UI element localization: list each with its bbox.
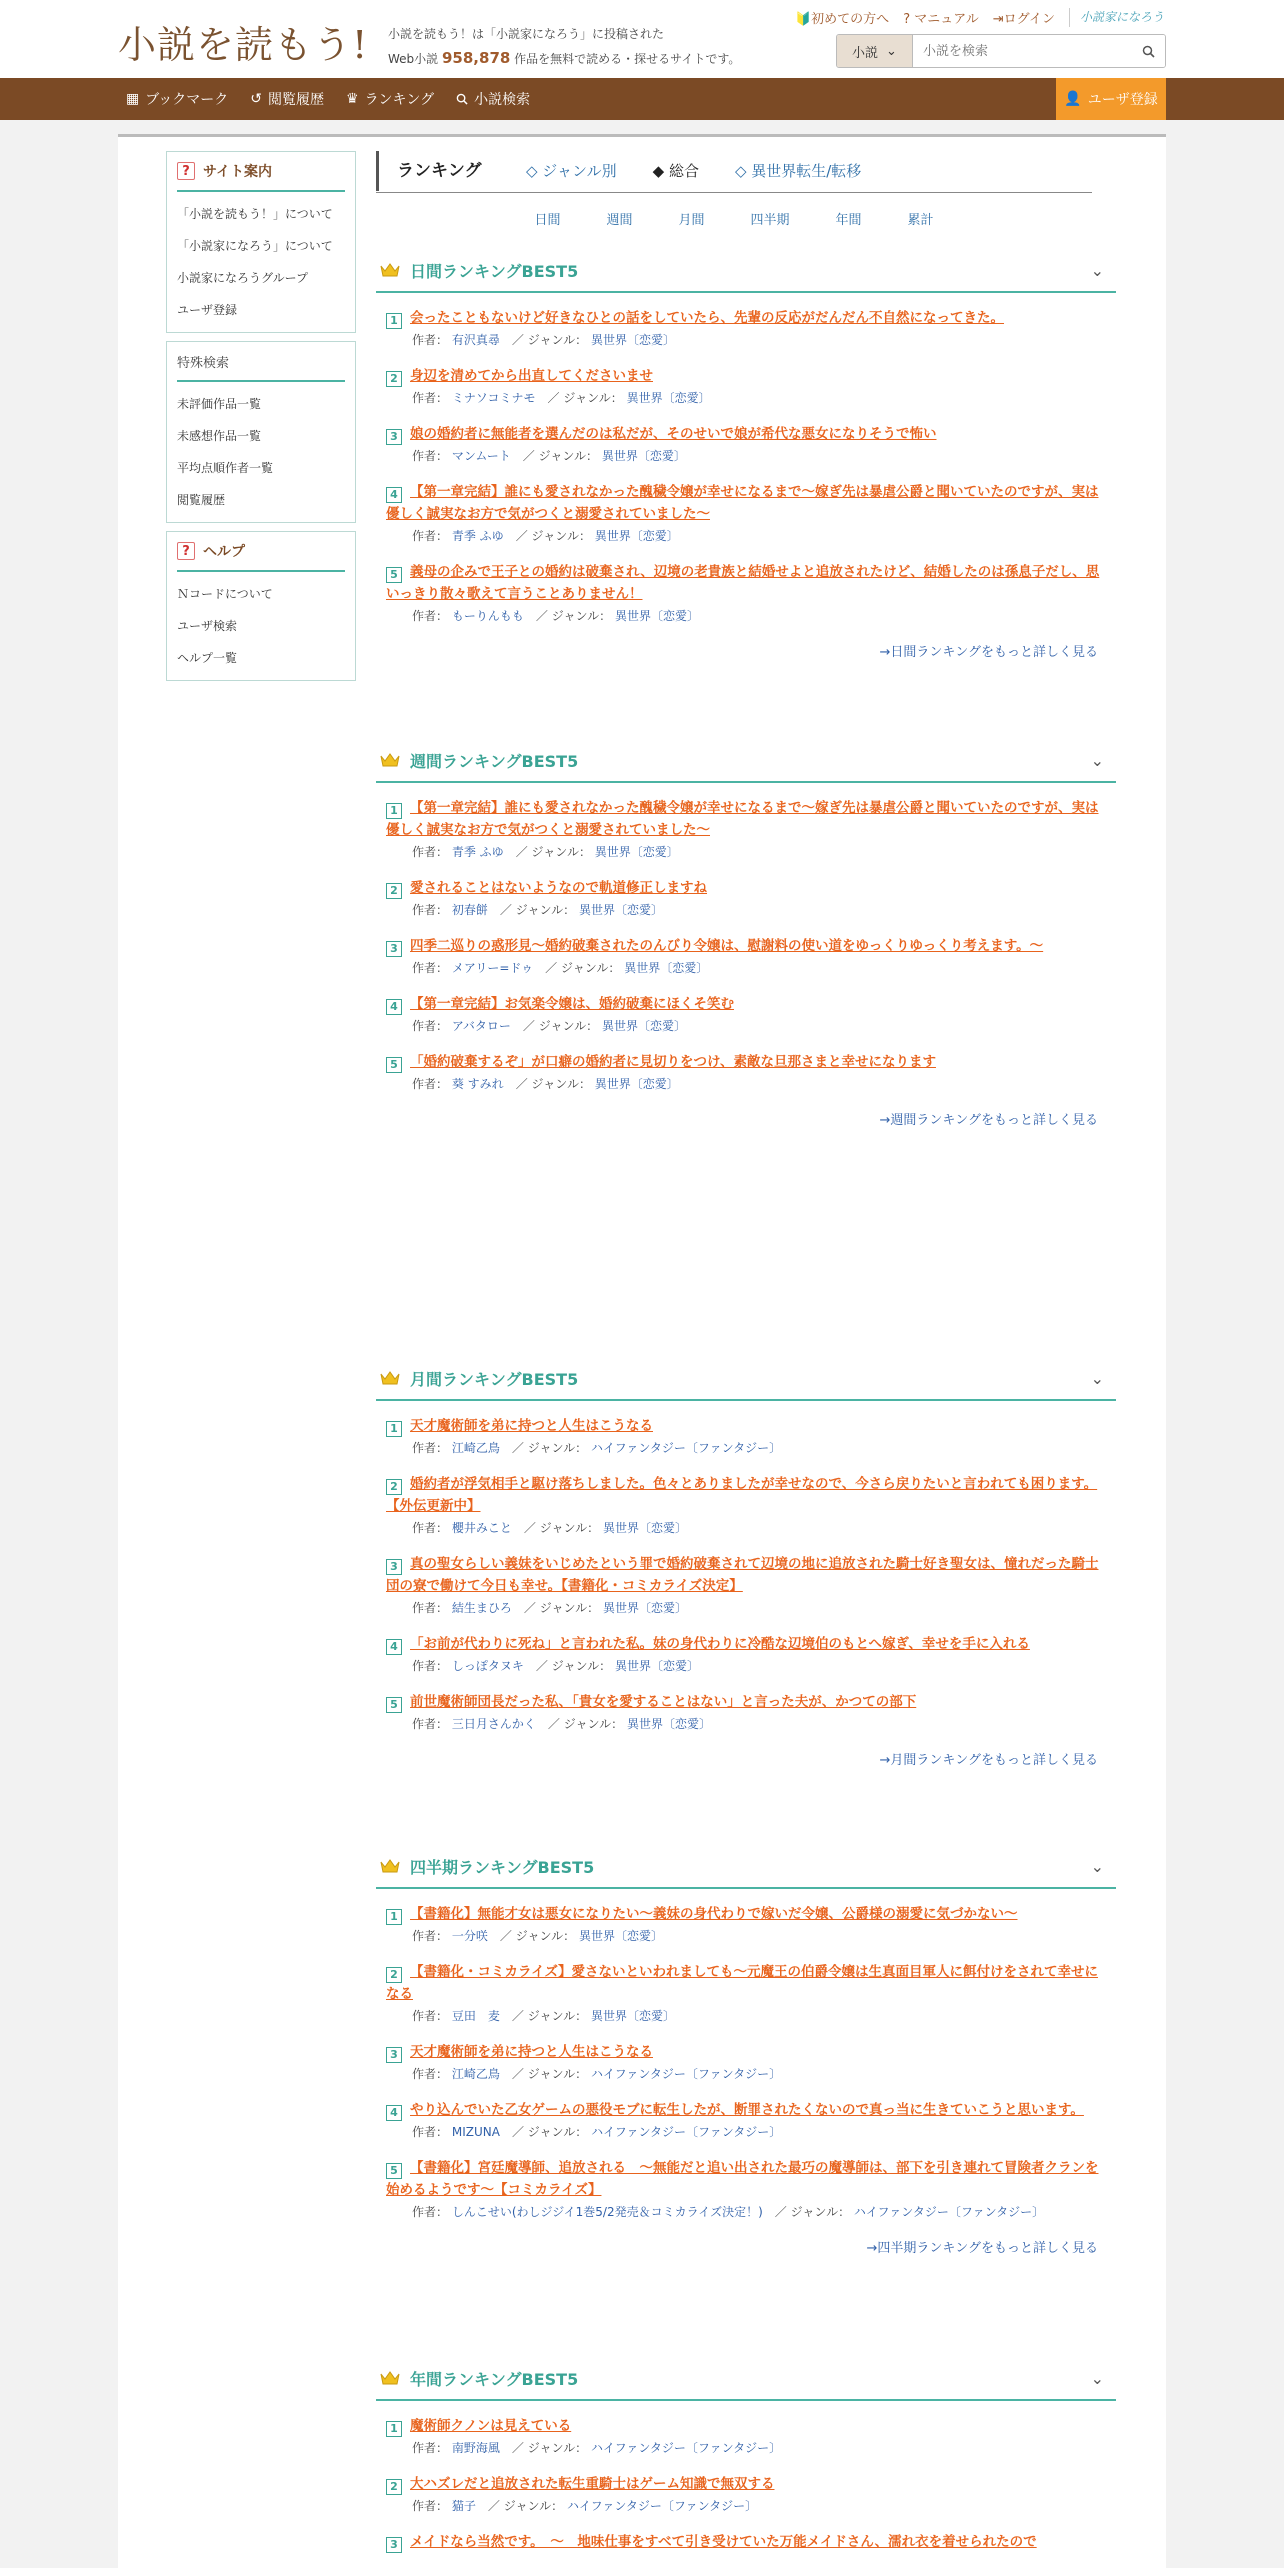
genre-label: ／ ジャンル： <box>522 449 599 463</box>
genre-link[interactable]: 異世界〔恋愛〕 <box>578 903 663 917</box>
genre-label: ／ ジャンル： <box>511 333 588 347</box>
login-link[interactable] <box>993 8 1055 27</box>
question-circle-icon: ? <box>903 12 911 27</box>
novel-meta <box>386 2005 1104 2027</box>
section-title-text: 四半期ランキングBEST5 <box>410 1857 595 1877</box>
author-link[interactable]: 結生まひろ <box>451 1601 512 1615</box>
rank-badge: 3 <box>386 429 402 445</box>
genre-label: ／ ジャンル： <box>511 2067 588 2081</box>
nav-ranking[interactable] <box>346 89 434 109</box>
ranking-entry <box>386 423 1104 467</box>
section-title-text: 週間ランキングBEST5 <box>410 751 579 771</box>
author-label: 作者： <box>412 2125 449 2139</box>
site-guide-title <box>177 152 345 192</box>
sidebar-item-unrated[interactable]: 未評価作品一覧 <box>177 397 262 411</box>
genre-link[interactable]: 異世界〔恋愛〕 <box>602 1521 687 1535</box>
sidebar-item-avg-score[interactable]: 平均点順作者一覧 <box>177 461 274 475</box>
manual-link[interactable] <box>903 8 979 27</box>
author-label: 作者： <box>412 1521 449 1535</box>
ranking-section-yearly <box>376 2357 1116 2567</box>
genre-link[interactable]: 異世界〔恋愛〕 <box>594 1077 679 1091</box>
section-title-text: 日間ランキングBEST5 <box>410 261 579 281</box>
rank-badge: 3 <box>386 1559 402 1575</box>
manual-label: マニュアル <box>914 12 979 27</box>
help-title-text: ヘルプ <box>203 544 245 560</box>
genre-link[interactable]: ハイファンタジー〔ファンタジー〕 <box>590 1441 782 1455</box>
novel-meta <box>386 1517 1104 1539</box>
author-link[interactable]: 葵 すみれ <box>451 1077 504 1091</box>
novel-title-link[interactable]: 天才魔術師を弟に持つと人生はこうなる <box>410 1418 653 1434</box>
chevron-down-icon[interactable]: ⌄ <box>1090 1856 1104 1876</box>
genre-label: ／ ジャンル： <box>523 1601 600 1615</box>
question-icon: ? <box>177 542 195 560</box>
author-label: 作者： <box>412 391 449 405</box>
sidebar-item-about-yomou[interactable]: 「小説を読もう！」について <box>177 207 333 221</box>
bookmark-list-icon: ▦ <box>126 91 140 107</box>
chevron-down-icon[interactable]: ⌄ <box>1090 260 1104 280</box>
rank-badge: 4 <box>386 487 402 503</box>
author-link[interactable]: 一分咲 <box>451 1929 488 1943</box>
ranking-section-quarterly <box>376 1845 1116 2256</box>
tagline-line2 <box>388 46 740 71</box>
rank-badge: 2 <box>386 371 402 387</box>
author-link[interactable]: メアリー=ドゥ <box>451 961 534 975</box>
more-ranking-link[interactable]: →月間ランキングをもっと詳しく見る <box>879 1753 1098 1768</box>
ranking-tabs <box>376 149 1092 193</box>
novel-meta <box>386 2437 1104 2459</box>
novel-title-link[interactable]: 天才魔術師を弟に持つと人生はこうなる <box>410 2044 653 2060</box>
genre-label: ／ ジャンル： <box>511 2441 588 2455</box>
period-tabs <box>376 209 1092 228</box>
ranking-section-daily <box>376 249 1116 660</box>
ranking-entry <box>386 1691 1104 1735</box>
crown-icon <box>380 1858 400 1874</box>
genre-label: ／ ジャンル： <box>515 529 591 543</box>
genre-label: ／ ジャンル： <box>523 1521 600 1535</box>
genre-link[interactable]: 異世界〔恋愛〕 <box>602 1601 687 1615</box>
section-header[interactable] <box>376 739 1116 783</box>
user-icon: 👤 <box>1064 91 1082 107</box>
novel-title-link[interactable]: 娘の婚約者に無能者を選んだのは私だが、そのせいで娘が希代な悪女になりそうで怖い <box>410 426 937 442</box>
genre-label: ／ ジャンル： <box>545 961 621 975</box>
search-input[interactable] <box>913 35 1131 67</box>
genre-label: ／ ジャンル： <box>547 1717 624 1731</box>
period-quarterly[interactable]: 四半期 <box>750 213 790 228</box>
crown-icon: ♛ <box>346 91 359 107</box>
section-title <box>380 1855 594 1878</box>
nav-history-label: 閲覧履歴 <box>268 92 324 108</box>
rank-badge: 3 <box>386 2537 402 2553</box>
novel-title-link[interactable]: 【書籍化】宮廷魔導師、追放される ～無能だと追い出された最巧の魔導師は、部下を引き連れて冒険者クランを始めるようです～【コミカライズ】 <box>386 2160 1099 2198</box>
special-search-title: 特殊検索 <box>177 342 345 382</box>
rank-badge: 4 <box>386 999 402 1015</box>
sidebar-item-user-search[interactable]: ユーザ検索 <box>177 619 238 633</box>
ranking-entry <box>386 2157 1104 2223</box>
section-title <box>380 1367 578 1390</box>
novel-meta <box>386 899 1104 921</box>
rank-badge: 1 <box>386 2421 402 2437</box>
main-content <box>118 134 1166 2568</box>
novel-meta <box>386 1073 1104 1095</box>
ranking-entry <box>386 797 1104 863</box>
genre-link[interactable]: ハイファンタジー〔ファンタジー〕 <box>590 2441 782 2455</box>
author-label: 作者： <box>412 961 449 975</box>
rank-badge: 1 <box>386 1421 402 1437</box>
novel-meta <box>386 957 1104 979</box>
section-title <box>380 2367 578 2390</box>
novel-meta <box>386 329 1104 351</box>
author-label: 作者： <box>412 529 449 543</box>
rank-badge: 2 <box>386 2479 402 2495</box>
author-label: 作者： <box>412 1717 449 1731</box>
author-label: 作者： <box>412 2009 449 2023</box>
author-link[interactable]: しんこせい(わしジジイ1巻5/2発売＆コミカライズ決定！) <box>451 2205 763 2219</box>
top-links <box>795 8 1164 27</box>
site-logo[interactable]: 小説を読もう! <box>118 23 369 67</box>
search-type-value: 小説 <box>852 45 879 61</box>
sidebar-item-no-comments[interactable]: 未感想作品一覧 <box>177 429 262 443</box>
author-label: 作者： <box>412 2499 449 2513</box>
page-title: ランキング <box>376 151 526 191</box>
genre-link[interactable]: ハイファンタジー〔ファンタジー〕 <box>566 2499 758 2513</box>
novel-meta <box>386 1713 1104 1735</box>
chevron-down-icon[interactable]: ⌄ <box>1090 750 1104 770</box>
nav-search[interactable] <box>456 89 530 109</box>
rank-badge: 1 <box>386 1909 402 1925</box>
ranking-entry <box>386 1633 1104 1677</box>
novel-meta <box>386 1437 1104 1459</box>
author-label: 作者： <box>412 1659 449 1673</box>
genre-link[interactable]: 異世界〔恋愛〕 <box>578 1929 663 1943</box>
ranking-entry <box>386 1051 1104 1095</box>
novel-meta <box>386 1655 1104 1677</box>
genre-link[interactable]: 異世界〔恋愛〕 <box>590 333 675 347</box>
author-link[interactable]: しっぽタヌキ <box>451 1659 524 1673</box>
author-label: 作者： <box>412 1929 449 1943</box>
section-header[interactable] <box>376 249 1116 293</box>
novel-title-link[interactable]: 四季二巡りの惑形見〜婚約破棄されたのんびり令嬢は、慰謝料の使い道をゆっくりゆっくり考えます。〜 <box>410 938 1044 954</box>
genre-label: ／ ジャンル： <box>511 1441 588 1455</box>
author-link[interactable]: アバタロー <box>451 1019 511 1033</box>
genre-label: ／ ジャンル： <box>522 1019 599 1033</box>
rank-badge: 5 <box>386 2163 402 2179</box>
sidebar-site-guide <box>166 151 356 333</box>
author-label: 作者： <box>412 609 449 623</box>
rank-badge: 3 <box>386 941 402 957</box>
sidebar-item-history[interactable]: 閲覧履歴 <box>177 493 226 507</box>
author-link[interactable]: 青季 ふゆ <box>451 845 504 859</box>
nav-bookmark-label: ブックマーク <box>145 92 229 108</box>
ranking-entry <box>386 2099 1104 2143</box>
nav-history[interactable] <box>250 89 324 109</box>
ranking-entry <box>386 307 1104 351</box>
genre-label: ／ ジャンル： <box>547 391 623 405</box>
narou-brand-link[interactable]: 小説家になろう <box>1069 8 1164 27</box>
novel-title-link[interactable]: 魔術師クノンは見えている <box>410 2418 572 2434</box>
section-title-text: 月間ランキングBEST5 <box>410 1369 579 1389</box>
more-ranking-link[interactable]: →四半期ランキングをもっと詳しく見る <box>866 2241 1098 2256</box>
novel-title-link[interactable]: 義母の企みで王子との婚約は破棄され、辺境の老貴族と結婚せよと追放されたけど、結婚したのは孫息子だし、思いっきり散々歌えて言うことありません！ <box>386 564 1100 602</box>
help-title <box>177 532 345 572</box>
genre-link[interactable]: 異世界〔恋愛〕 <box>590 2009 675 2023</box>
novel-meta <box>386 387 1104 409</box>
novel-title-link[interactable]: 【書籍化】無能才女は悪女になりたい～義妹の身代わりで嫁いだ令嬢、公爵様の溺愛に気づかない～ <box>410 1906 1018 1922</box>
search-icon <box>456 93 468 105</box>
author-link[interactable]: 櫻井みこと <box>451 1521 512 1535</box>
novel-title-link[interactable]: 愛されることはないようなので軌道修正しますね <box>410 880 707 896</box>
novel-meta <box>386 2063 1104 2085</box>
question-icon: ? <box>177 162 195 180</box>
novel-meta <box>386 1925 1104 1947</box>
period-yearly[interactable]: 年間 <box>835 213 862 228</box>
rank-badge: 3 <box>386 2047 402 2063</box>
ranking-entry <box>386 877 1104 921</box>
section-header[interactable] <box>376 1357 1116 1401</box>
genre-label: ／ ジャンル： <box>511 2009 588 2023</box>
genre-label: ／ ジャンル： <box>515 1077 591 1091</box>
tab-genre[interactable]: ◇ ジャンル別 <box>526 162 617 180</box>
genre-link[interactable]: 異世界〔恋愛〕 <box>614 609 699 623</box>
tab-overall[interactable]: ◆ 総合 <box>652 162 699 180</box>
ranking-entry <box>386 561 1104 627</box>
period-monthly[interactable]: 月間 <box>678 213 705 228</box>
author-label: 作者： <box>412 2205 449 2219</box>
author-label: 作者： <box>412 1601 449 1615</box>
nav-search-label: 小説検索 <box>474 92 531 108</box>
author-link[interactable]: ミナソコミナモ <box>451 391 536 405</box>
genre-link[interactable]: 異世界〔恋愛〕 <box>601 449 686 463</box>
novel-meta <box>386 445 1104 467</box>
ranking-entry <box>386 1553 1104 1619</box>
author-label: 作者： <box>412 1441 449 1455</box>
ranking-entry <box>386 2473 1104 2517</box>
beginner-icon: 🔰 <box>794 12 812 27</box>
rank-badge: 1 <box>386 313 402 329</box>
genre-link[interactable]: 異世界〔恋愛〕 <box>626 391 711 405</box>
author-link[interactable]: もーりんもも <box>451 609 524 623</box>
search-type-select[interactable] <box>837 35 913 67</box>
sidebar-item-help-list[interactable]: ヘルプ一覧 <box>177 651 238 665</box>
site-header <box>0 0 1284 78</box>
ranking-entry <box>386 481 1104 547</box>
genre-link[interactable]: 異世界〔恋愛〕 <box>594 845 679 859</box>
period-weekly[interactable]: 週間 <box>606 213 633 228</box>
novel-meta <box>386 2201 1104 2223</box>
period-total[interactable]: 累計 <box>907 213 934 228</box>
author-link[interactable]: マンムート <box>451 449 511 463</box>
genre-link[interactable]: ハイファンタジー〔ファンタジー〕 <box>591 2125 782 2139</box>
crown-icon <box>380 1370 400 1386</box>
period-daily[interactable]: 日間 <box>534 213 561 228</box>
ranking-entry <box>386 1903 1104 1947</box>
ranking-section-monthly <box>376 1357 1116 1768</box>
author-link[interactable]: 青季 ふゆ <box>451 529 504 543</box>
ranking-entry <box>386 935 1104 979</box>
author-link[interactable]: 初春餅 <box>451 903 488 917</box>
author-link[interactable]: 三日月さんかく <box>451 1717 536 1731</box>
more-ranking-link[interactable]: →日間ランキングをもっと詳しく見る <box>879 645 1098 660</box>
novel-title-link[interactable]: 「婚約破棄するぞ」が口癖の婚約者に見切りをつけ、素敵な旦那さまと幸せになります <box>410 1054 936 1070</box>
ranking-entry <box>386 2041 1104 2085</box>
novel-meta <box>386 2121 1104 2143</box>
author-link[interactable]: 江崎乙鳥 <box>451 2067 500 2081</box>
crown-icon <box>380 262 400 278</box>
ranking-entry <box>386 1415 1104 1459</box>
rank-badge: 4 <box>386 1639 402 1655</box>
author-link[interactable]: 有沢真尋 <box>451 333 500 347</box>
novel-meta <box>386 1015 1104 1037</box>
novel-title-link[interactable]: 【第一章完結】誰にも愛されなかった醜穢令嬢が幸せになるまで〜嫁ぎ先は暴虐公爵と聞いていたのですが、実は優しく誠実なお方で気がつくと溺愛されていました〜 <box>386 800 1099 838</box>
crown-icon <box>380 2370 400 2386</box>
genre-label: ／ ジャンル： <box>535 609 612 623</box>
rank-badge: 2 <box>386 1967 402 1983</box>
genre-link[interactable]: 異世界〔恋愛〕 <box>624 961 709 975</box>
genre-link[interactable]: 異世界〔恋愛〕 <box>614 1659 699 1673</box>
sidebar-item-group[interactable]: 小説家になろうグループ <box>177 271 309 285</box>
ranking-entry <box>386 1473 1104 1539</box>
rank-badge: 5 <box>386 1057 402 1073</box>
author-label: 作者： <box>412 2067 449 2081</box>
genre-label: ／ ジャンル： <box>774 2205 851 2219</box>
novel-title-link[interactable]: 身辺を清めてから出直してくださいませ <box>410 368 653 384</box>
genre-label: ／ ジャンル： <box>515 845 591 859</box>
rank-badge: 4 <box>386 2105 402 2121</box>
genre-link[interactable]: 異世界〔恋愛〕 <box>626 1717 711 1731</box>
novel-meta <box>386 525 1104 547</box>
author-link[interactable]: MIZUNA <box>451 2125 500 2139</box>
first-time-label: 初めての方へ <box>811 12 890 27</box>
sidebar-item-about-narou[interactable]: 「小説家になろう」について <box>177 239 333 253</box>
login-label: ログイン <box>1003 12 1055 27</box>
genre-link[interactable]: ハイファンタジー〔ファンタジー〕 <box>590 2067 782 2081</box>
author-label: 作者： <box>412 903 449 917</box>
sidebar-item-ncode[interactable]: Ｎコードについて <box>177 587 273 601</box>
chevron-down-icon[interactable]: ⌄ <box>1090 2368 1104 2388</box>
ranking-entry <box>386 2415 1104 2459</box>
sidebar-item-register[interactable]: ユーザ登録 <box>177 303 238 317</box>
section-title <box>380 749 578 772</box>
ranking-entry <box>386 365 1104 409</box>
site-tagline <box>388 22 740 71</box>
tagline-suffix: 作品を無料で読める・探せるサイトです。 <box>514 52 741 66</box>
rank-badge: 5 <box>386 1697 402 1713</box>
novel-title-link[interactable]: 「お前が代わりに死ね」と言われた私。妹の身代わりに冷酷な辺境伯のもとへ嫁ぎ、幸せを手に入れる <box>410 1636 1030 1652</box>
genre-label: ／ ジャンル： <box>499 903 576 917</box>
novel-title-link[interactable]: 前世魔術師団長だった私、「貴女を愛することはない」と言った夫が、かつての部下 <box>410 1694 917 1710</box>
genre-link[interactable]: 異世界〔恋愛〕 <box>602 1019 687 1033</box>
novel-meta <box>386 841 1104 863</box>
work-count: 958,878 <box>442 49 511 67</box>
history-icon: ↺ <box>250 91 262 107</box>
author-label: 作者： <box>412 333 449 347</box>
author-label: 作者： <box>412 845 449 859</box>
genre-label: ／ ジャンル： <box>511 2125 588 2139</box>
novel-title-link[interactable]: 大ハズレだと追放された転生重騎士はゲーム知識で無双する <box>410 2476 775 2492</box>
author-label: 作者： <box>412 1019 449 1033</box>
first-time-link[interactable] <box>795 8 889 27</box>
login-icon: ⇥ <box>992 12 1004 27</box>
rank-badge: 5 <box>386 567 402 583</box>
section-title-text: 年間ランキングBEST5 <box>410 2369 579 2389</box>
novel-title-link[interactable]: やり込んでいた乙女ゲームの悪役モブに転生したが、断罪されたくないので真っ当に生きていこうと思います。 <box>410 2102 1084 2118</box>
author-label: 作者： <box>412 2441 449 2455</box>
user-register-button[interactable] <box>1056 78 1166 120</box>
nav-bookmark[interactable] <box>126 89 228 109</box>
novel-meta <box>386 1597 1104 1619</box>
novel-title-link[interactable]: 婚約者が浮気相手と駆け落ちしました。色々とありましたが幸せなので、今さら戻りたいと言われても困ります。【外伝更新中】 <box>386 1476 1098 1514</box>
tagline-prefix: Web小説 <box>388 52 439 66</box>
search-button[interactable] <box>1131 35 1165 67</box>
genre-link[interactable]: ハイファンタジー〔ファンタジー〕 <box>853 2205 1045 2219</box>
search-box <box>836 34 1166 68</box>
author-link[interactable]: 南野海風 <box>451 2441 500 2455</box>
author-label: 作者： <box>412 449 449 463</box>
ranking-section-weekly <box>376 739 1116 1128</box>
nav-ranking-label: ランキング <box>364 92 435 108</box>
novel-title-link[interactable]: 【第一章完結】誰にも愛されなかった醜穢令嬢が幸せになるまで〜嫁ぎ先は暴虐公爵と聞いていたのですが、実は優しく誠実なお方で気がつくと溺愛されていました〜 <box>386 484 1099 522</box>
ranking-entry <box>386 1961 1104 2027</box>
author-link[interactable]: 豆田 麦 <box>451 2009 500 2023</box>
genre-label: ／ ジャンル： <box>535 1659 612 1673</box>
chevron-down-icon: ⌄ <box>886 43 897 59</box>
author-link[interactable]: 江崎乙鳥 <box>451 1441 500 1455</box>
author-label: 作者： <box>412 1077 449 1091</box>
novel-title-link[interactable]: 会ったこともないけど好きなひとの話をしていたら、先輩の反応がだんだん不自然になってきた。 <box>410 310 1004 326</box>
section-header[interactable] <box>376 1845 1116 1889</box>
section-header[interactable] <box>376 2357 1116 2401</box>
rank-badge: 2 <box>386 1479 402 1495</box>
novel-meta <box>386 2495 1104 2517</box>
novel-title-link[interactable]: 【第一章完結】お気楽令嬢は、婚約破棄にほくそ笑む <box>410 996 734 1012</box>
tab-isekai[interactable]: ◇ 異世界転生/転移 <box>734 162 862 180</box>
crown-icon <box>380 752 400 768</box>
rank-badge: 2 <box>386 883 402 899</box>
rank-badge: 1 <box>386 803 402 819</box>
author-link[interactable]: 猫子 <box>451 2499 476 2513</box>
more-ranking-link[interactable]: →週間ランキングをもっと詳しく見る <box>879 1113 1098 1128</box>
novel-meta <box>386 605 1104 627</box>
novel-title-link[interactable]: 【書籍化・コミカライズ】愛さないといわれましても～元魔王の伯爵令嬢は生真面目軍人に餌付けをされて幸せになる <box>386 1964 1098 2002</box>
main-nav <box>0 78 1284 120</box>
search-icon <box>1142 45 1155 58</box>
novel-title-link[interactable]: 真の聖女らしい義妹をいじめたという罪で婚約破棄されて辺境の地に追放された騎士好き聖女は、憧れだった騎士団の寮で働けて今日も幸せ。【書籍化・コミカライズ決定】 <box>386 1556 1099 1594</box>
novel-title-link[interactable]: メイドなら当然です。 ～ 地味仕事をすべて引き受けていた万能メイドさん、濡れ衣を着せられたので <box>410 2534 1037 2550</box>
section-title <box>380 259 578 282</box>
ranking-entry <box>386 993 1104 1037</box>
chevron-down-icon[interactable]: ⌄ <box>1090 1368 1104 1388</box>
genre-link[interactable]: 異世界〔恋愛〕 <box>594 529 679 543</box>
site-guide-title-text: サイト案内 <box>203 164 273 180</box>
register-label: ユーザ登録 <box>1087 92 1158 108</box>
ranking-entry <box>386 2531 1104 2553</box>
genre-label: ／ ジャンル： <box>487 2499 564 2513</box>
tagline-line1: 小説を読もう！は「小説家になろう」に投稿された <box>388 27 665 41</box>
genre-label: ／ ジャンル： <box>499 1929 576 1943</box>
sidebar-special-search <box>166 341 356 523</box>
sidebar-help <box>166 531 356 681</box>
